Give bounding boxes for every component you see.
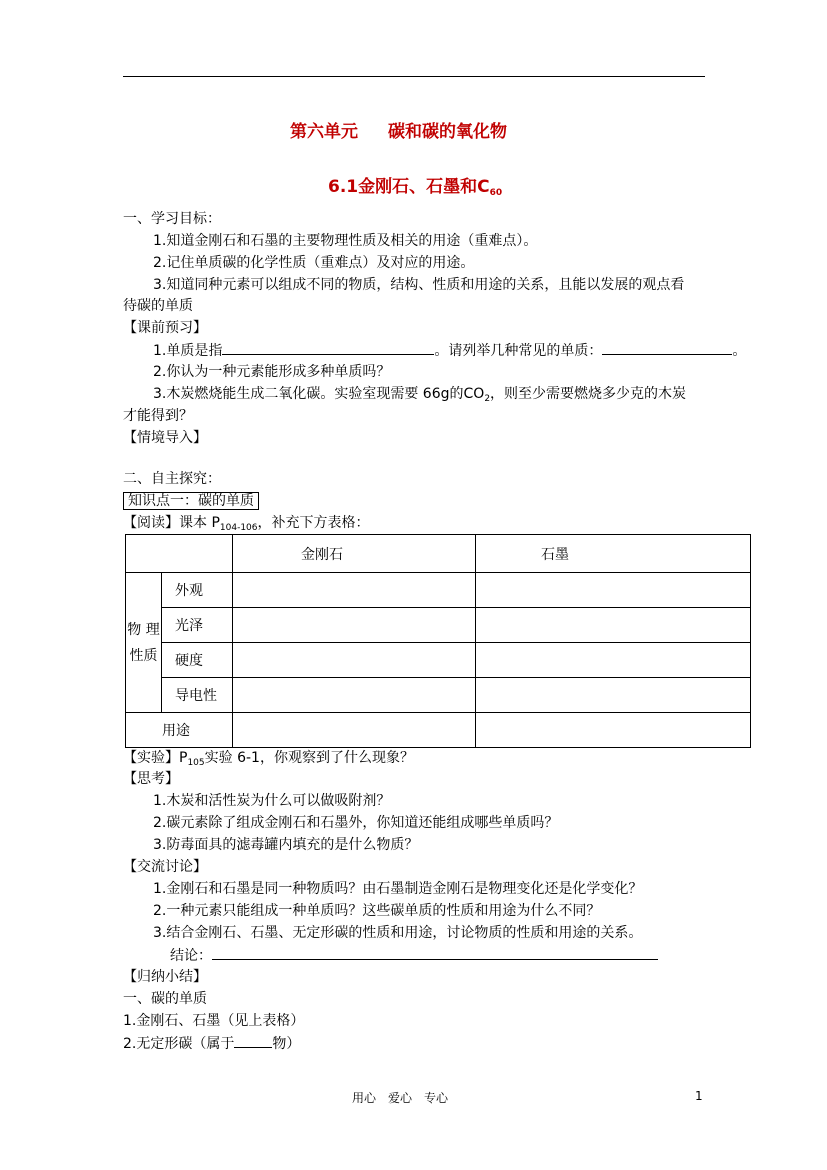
table-corner-cell [126, 535, 233, 573]
preview-question-1: 1.单质是指 。请列举几种常见的单质： 。 [153, 340, 746, 361]
think-item: 2.碳元素除了组成金刚石和石墨外，你知道还能组成哪些单质吗？ [153, 815, 559, 831]
explore-heading: 二、自主探究： [123, 471, 221, 487]
preview-question-3-continued: 才能得到？ [123, 408, 193, 424]
answer-cell[interactable] [476, 573, 751, 608]
objective-item-continued: 待碳的单质 [123, 298, 193, 314]
summary-item: 1.金刚石、石墨（见上表格） [123, 1013, 305, 1029]
table-row [126, 678, 751, 713]
summary-heading: 【归纳小结】 [123, 969, 207, 985]
answer-cell[interactable] [476, 608, 751, 643]
preview-heading: 【课前预习】 [123, 320, 207, 336]
objective-item: 1.知道金刚石和石墨的主要物理性质及相关的用途（重难点）。 [153, 233, 538, 249]
conclusion-line: 结论： [170, 945, 658, 966]
discuss-item: 1.金刚石和石墨是同一种物质吗？由石墨制造金刚石是物理变化还是化学变化？ [153, 881, 643, 897]
answer-blank[interactable] [222, 340, 434, 355]
row-label-uses: 用途 [126, 713, 233, 748]
table-row [126, 573, 751, 608]
unit-title: 第六单元 碳和碳的氧化物 [290, 122, 507, 142]
row-label-appearance: 外观 [162, 573, 233, 608]
think-heading: 【思考】 [123, 771, 179, 787]
answer-blank[interactable] [602, 340, 732, 355]
section-title: 6.1金刚石、石墨和$C_{60}$ [328, 177, 503, 198]
preview-question-3: 3.木炭燃烧能生成二氧化碳。实验室现需要 66g的$CO_2$，则至少需要燃烧多少克的木炭 [153, 386, 687, 404]
table-row [126, 608, 751, 643]
answer-blank[interactable] [234, 1033, 272, 1048]
discuss-item: 2.一种元素只能组成一种单质吗？这些碳单质的性质和用途为什么不同？ [153, 903, 601, 919]
col-header-diamond: 金刚石 [233, 535, 476, 573]
think-item: 1.木炭和活性炭为什么可以做吸附剂？ [153, 793, 391, 809]
col-header-graphite: 石墨 [476, 535, 751, 573]
page-number: 1 [695, 1089, 703, 1103]
answer-cell[interactable] [233, 678, 476, 713]
experiment-line: 【实验】$P_{105}$实验 6-1，你观察到了什么现象？ [123, 750, 414, 768]
objective-item: 3.知道同种元素可以组成不同的物质，结构、性质和用途的关系，且能以发展的观点看 [153, 277, 685, 293]
answer-cell[interactable] [476, 643, 751, 678]
summary-item: 2.无定形碳（属于 物） [123, 1033, 300, 1054]
row-label-luster: 光泽 [162, 608, 233, 643]
answer-cell[interactable] [476, 678, 751, 713]
row-label-hardness: 硬度 [162, 643, 233, 678]
reading-instruction: 【阅读】课本 $P_{104-106}$，补充下方表格： [123, 515, 370, 533]
physical-properties-label: 物 理性质 [126, 573, 162, 713]
knowledge-point-box: 知识点一：碳的单质 [123, 491, 259, 511]
answer-cell[interactable] [233, 713, 476, 748]
think-item: 3.防毒面具的滤毒罐内填充的是什么物质？ [153, 837, 419, 853]
situation-heading: 【情境导入】 [123, 430, 207, 446]
summary-subheading: 一、碳的单质 [123, 991, 207, 1007]
table-row [126, 713, 751, 748]
answer-cell[interactable] [233, 608, 476, 643]
row-label-conductivity: 导电性 [162, 678, 233, 713]
header-rule [123, 76, 705, 77]
answer-cell[interactable] [476, 713, 751, 748]
objectives-heading: 一、学习目标： [123, 211, 221, 227]
answer-cell[interactable] [233, 573, 476, 608]
conclusion-blank[interactable] [212, 945, 658, 960]
answer-cell[interactable] [233, 643, 476, 678]
discuss-heading: 【交流讨论】 [123, 859, 207, 875]
table-header-row [126, 535, 751, 573]
table-row [126, 643, 751, 678]
preview-question-2: 2.你认为一种元素能形成多种单质吗？ [153, 364, 391, 380]
discuss-item: 3.结合金刚石、石墨、无定形碳的性质和用途，讨论物质的性质和用途的关系。 [153, 925, 643, 941]
objective-item: 2.记住单质碳的化学性质（重难点）及对应的用途。 [153, 255, 475, 271]
properties-table [125, 534, 751, 748]
footer-motto: 用心 爱心 专心 [352, 1091, 449, 1105]
